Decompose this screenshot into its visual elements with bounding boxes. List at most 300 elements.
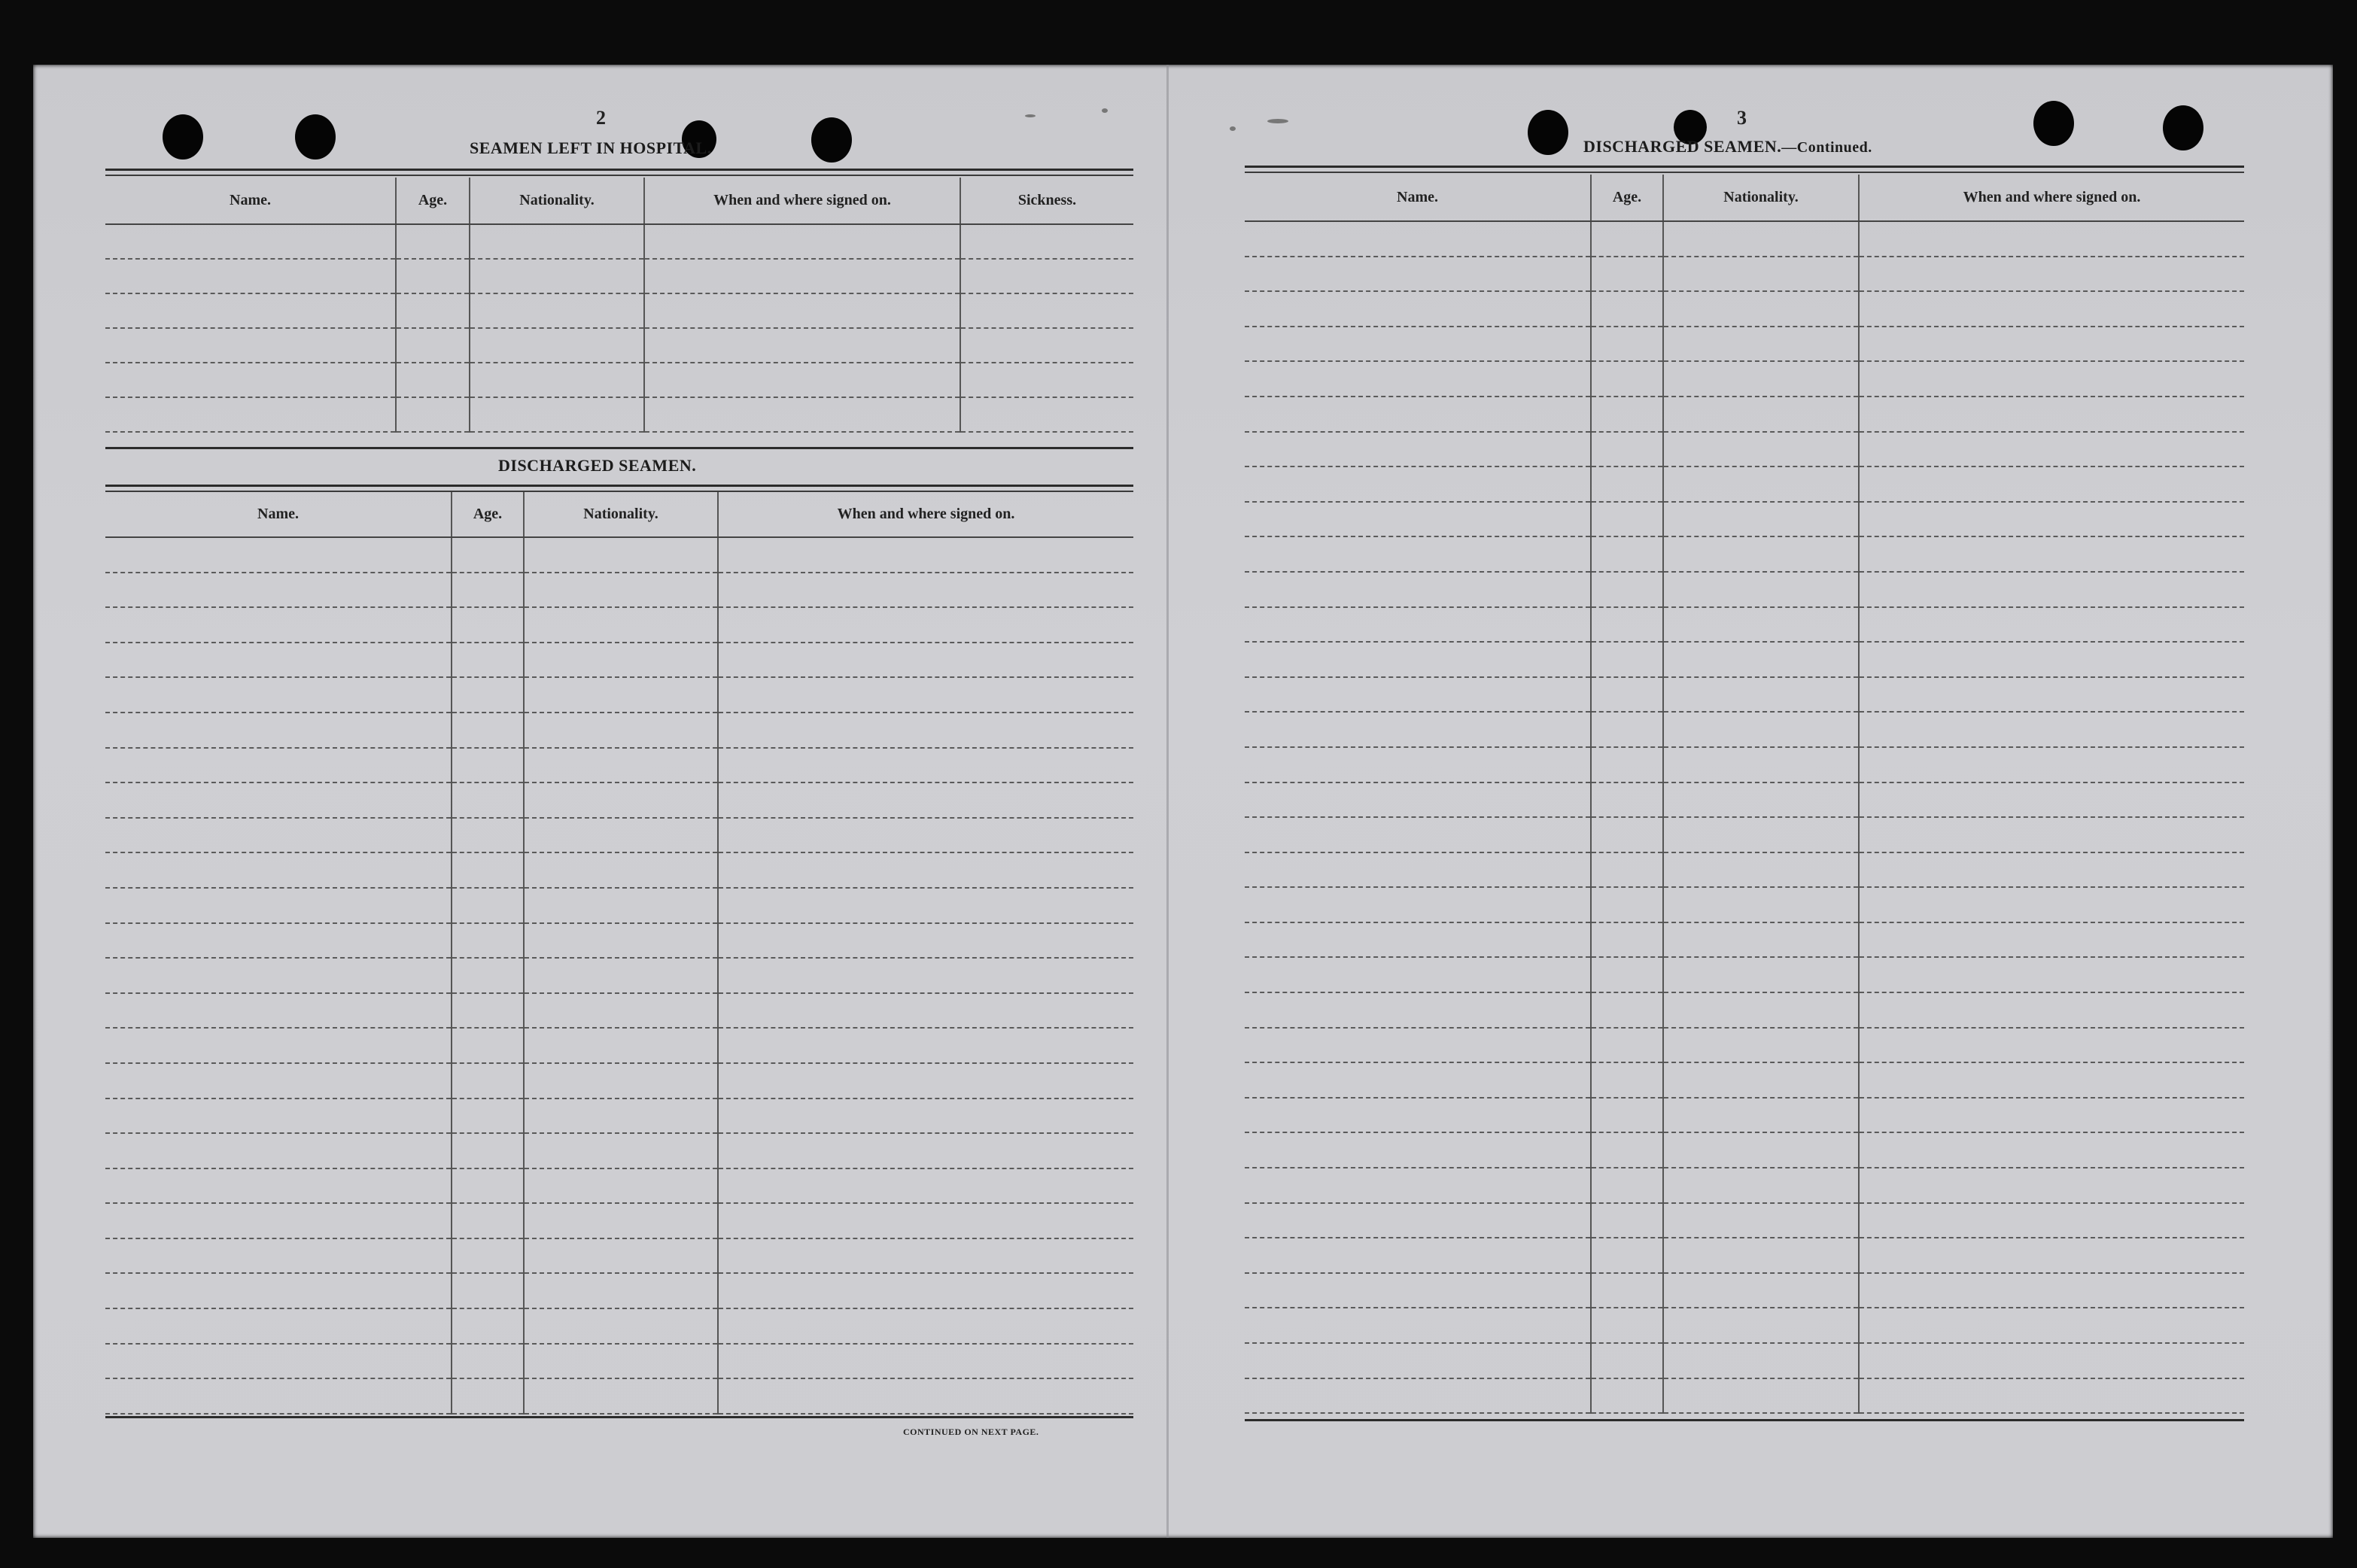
blank-entry-cell <box>1245 1203 1591 1238</box>
blank-entry-row <box>1245 1203 2244 1238</box>
punch-hole <box>2033 101 2074 146</box>
column-header-name: Name. <box>105 492 452 537</box>
blank-entry-cell <box>1663 1343 1859 1378</box>
hospital-table-header <box>105 178 1133 224</box>
blank-entry-row <box>105 573 1133 608</box>
blank-entry-cell <box>718 1168 1133 1204</box>
blank-entry-cell <box>1859 1098 2244 1133</box>
blank-entry-row <box>1245 291 2244 327</box>
punch-hole <box>2163 105 2203 150</box>
blank-entry-cell <box>1859 1378 2244 1414</box>
blank-entry-cell <box>1859 327 2244 362</box>
blank-entry-cell <box>1245 992 1591 1028</box>
blank-entry-row <box>105 818 1133 853</box>
blank-entry-cell <box>524 1308 718 1344</box>
blank-entry-row <box>1245 957 2244 992</box>
blank-entry-cell <box>470 363 644 397</box>
blank-entry-cell <box>1663 607 1859 643</box>
blank-entry-cell <box>1663 1028 1859 1063</box>
paper-speck <box>1267 119 1288 123</box>
blank-entry-cell <box>452 537 524 573</box>
blank-entry-cell <box>470 328 644 363</box>
blank-entry-cell <box>718 1308 1133 1344</box>
blank-entry-cell <box>718 748 1133 783</box>
blank-entry-cell <box>1245 327 1591 362</box>
blank-entry-cell <box>1663 887 1859 922</box>
blank-entry-cell <box>524 1203 718 1238</box>
blank-entry-cell <box>644 397 960 432</box>
blank-entry-cell <box>396 363 470 397</box>
right-table-body <box>1245 221 2244 1413</box>
blank-entry-cell <box>960 259 1133 293</box>
blank-entry-cell <box>452 1203 524 1238</box>
blank-entry-cell <box>718 713 1133 748</box>
blank-entry-cell <box>1591 712 1663 747</box>
blank-entry-cell <box>1859 1308 2244 1343</box>
blank-entry-row <box>1245 327 2244 362</box>
top-rule-left-thin <box>105 175 1133 176</box>
blank-entry-cell <box>1591 502 1663 537</box>
column-header-signed-on: When and where signed on. <box>1859 175 2244 221</box>
blank-entry-cell <box>1591 887 1663 922</box>
blank-entry-row <box>1245 1238 2244 1273</box>
blank-entry-cell <box>1663 536 1859 572</box>
blank-entry-row <box>1245 1378 2244 1414</box>
blank-entry-cell <box>644 363 960 397</box>
blank-entry-cell <box>1663 1062 1859 1098</box>
blank-entry-cell <box>1663 992 1859 1028</box>
blank-entry-cell <box>452 573 524 608</box>
blank-entry-row <box>1245 712 2244 747</box>
blank-entry-row <box>105 1168 1133 1204</box>
right-bottom-rule <box>1245 1419 2244 1421</box>
column-header-nationality: Nationality. <box>1663 175 1859 221</box>
document-sheet <box>33 65 2333 1538</box>
blank-entry-cell <box>105 713 452 748</box>
blank-entry-cell <box>1245 291 1591 327</box>
blank-entry-row <box>105 607 1133 643</box>
blank-entry-cell <box>1859 712 2244 747</box>
blank-entry-cell <box>1663 1098 1859 1133</box>
blank-entry-cell <box>1859 1273 2244 1308</box>
blank-entry-row <box>1245 572 2244 607</box>
column-header-age: Age. <box>452 492 524 537</box>
hospital-section-title: SEAMEN LEFT IN HOSPITAL. <box>470 138 712 157</box>
blank-entry-row <box>105 537 1133 573</box>
blank-entry-row <box>1245 1132 2244 1168</box>
blank-entry-cell <box>718 607 1133 643</box>
blank-entry-cell <box>105 643 452 678</box>
blank-entry-cell <box>960 328 1133 363</box>
blank-entry-row <box>1245 1098 2244 1133</box>
blank-entry-cell <box>105 1238 452 1274</box>
blank-entry-cell <box>1591 1343 1663 1378</box>
blank-entry-row <box>105 397 1133 432</box>
blank-entry-cell <box>1663 782 1859 818</box>
blank-entry-cell <box>105 748 452 783</box>
blank-entry-cell <box>1663 327 1859 362</box>
blank-entry-cell <box>1663 1378 1859 1414</box>
blank-entry-cell <box>1859 1028 2244 1063</box>
blank-entry-cell <box>1859 607 2244 643</box>
blank-entry-row <box>105 1344 1133 1379</box>
punch-hole <box>811 117 852 163</box>
blank-entry-row <box>1245 1168 2244 1203</box>
blank-entry-cell <box>718 1238 1133 1274</box>
blank-entry-cell <box>105 677 452 713</box>
blank-entry-cell <box>718 852 1133 888</box>
blank-entry-cell <box>1591 957 1663 992</box>
left-bottom-rule <box>105 1416 1133 1418</box>
blank-entry-cell <box>452 852 524 888</box>
blank-entry-cell <box>718 1203 1133 1238</box>
blank-entry-cell <box>452 923 524 959</box>
blank-entry-cell <box>644 259 960 293</box>
blank-entry-cell <box>1245 1168 1591 1203</box>
blank-entry-row <box>105 993 1133 1029</box>
blank-entry-cell <box>396 328 470 363</box>
blank-entry-cell <box>105 958 452 993</box>
blank-entry-row <box>105 1099 1133 1134</box>
blank-entry-cell <box>1591 1308 1663 1343</box>
blank-entry-cell <box>644 328 960 363</box>
blank-entry-cell <box>105 328 396 363</box>
blank-entry-cell <box>470 397 644 432</box>
blank-entry-cell <box>1591 221 1663 257</box>
blank-entry-cell <box>1245 782 1591 818</box>
blank-entry-cell <box>452 1308 524 1344</box>
blank-entry-cell <box>1859 747 2244 782</box>
blank-entry-cell <box>452 1028 524 1063</box>
discharged-table <box>105 492 1133 1415</box>
blank-entry-cell <box>1663 747 1859 782</box>
blank-entry-cell <box>1591 817 1663 852</box>
top-rule-left <box>105 169 1133 171</box>
blank-entry-cell <box>524 958 718 993</box>
discharged-top-rule <box>105 485 1133 487</box>
blank-entry-cell <box>718 573 1133 608</box>
blank-entry-cell <box>524 1378 718 1414</box>
blank-entry-cell <box>1663 432 1859 467</box>
column-header-nationality: Nationality. <box>524 492 718 537</box>
blank-entry-cell <box>105 363 396 397</box>
blank-entry-cell <box>1663 572 1859 607</box>
blank-entry-cell <box>524 1238 718 1274</box>
blank-entry-cell <box>1591 361 1663 397</box>
blank-entry-cell <box>105 782 452 818</box>
blank-entry-cell <box>718 888 1133 923</box>
blank-entry-cell <box>1591 852 1663 888</box>
blank-entry-cell <box>644 224 960 259</box>
blank-entry-row <box>1245 257 2244 292</box>
blank-entry-cell <box>718 1133 1133 1168</box>
blank-entry-cell <box>718 958 1133 993</box>
continued-note: CONTINUED ON NEXT PAGE. <box>903 1427 1039 1437</box>
column-header-name: Name. <box>105 178 396 224</box>
column-header-name: Name. <box>1245 175 1591 221</box>
blank-entry-row <box>105 748 1133 783</box>
blank-entry-cell <box>105 1063 452 1099</box>
blank-entry-cell <box>718 782 1133 818</box>
blank-entry-cell <box>718 537 1133 573</box>
blank-entry-cell <box>960 293 1133 328</box>
blank-entry-row <box>105 293 1133 328</box>
blank-entry-cell <box>396 397 470 432</box>
blank-entry-cell <box>1859 572 2244 607</box>
blank-entry-cell <box>644 293 960 328</box>
blank-entry-cell <box>1591 1273 1663 1308</box>
blank-entry-cell <box>718 993 1133 1029</box>
right-table-header <box>1245 175 2244 221</box>
blank-entry-cell <box>1663 291 1859 327</box>
hospital-bottom-rule <box>105 447 1133 449</box>
blank-entry-cell <box>524 888 718 923</box>
blank-entry-row <box>105 923 1133 959</box>
blank-entry-cell <box>1591 536 1663 572</box>
blank-entry-cell <box>1663 361 1859 397</box>
blank-entry-cell <box>396 224 470 259</box>
blank-entry-row <box>105 1238 1133 1274</box>
blank-entry-row <box>1245 397 2244 432</box>
blank-entry-cell <box>1591 397 1663 432</box>
blank-entry-cell <box>452 1238 524 1274</box>
blank-entry-row <box>105 1273 1133 1308</box>
right-title-text: DISCHARGED SEAMEN. <box>1583 137 1782 156</box>
blank-entry-cell <box>1245 502 1591 537</box>
blank-entry-row <box>105 328 1133 363</box>
blank-entry-cell <box>524 1273 718 1308</box>
blank-entry-cell <box>1245 1238 1591 1273</box>
blank-entry-row <box>105 363 1133 397</box>
blank-entry-row <box>1245 852 2244 888</box>
top-rule-right <box>1245 166 2244 168</box>
blank-entry-cell <box>524 748 718 783</box>
blank-entry-cell <box>452 677 524 713</box>
blank-entry-cell <box>105 1133 452 1168</box>
blank-entry-cell <box>1663 957 1859 992</box>
blank-entry-cell <box>452 818 524 853</box>
blank-entry-cell <box>1663 466 1859 502</box>
blank-entry-cell <box>452 958 524 993</box>
blank-entry-cell <box>1591 432 1663 467</box>
right-section-title <box>1583 137 1872 156</box>
blank-entry-cell <box>105 818 452 853</box>
blank-entry-row <box>1245 817 2244 852</box>
blank-entry-cell <box>470 224 644 259</box>
blank-entry-cell <box>1591 466 1663 502</box>
blank-entry-cell <box>1859 852 2244 888</box>
blank-entry-cell <box>1663 1238 1859 1273</box>
blank-entry-cell <box>105 607 452 643</box>
column-header-signed-on: When and where signed on. <box>644 178 960 224</box>
blank-entry-cell <box>105 1203 452 1238</box>
blank-entry-row <box>1245 642 2244 677</box>
blank-entry-cell <box>105 293 396 328</box>
blank-entry-cell <box>1859 782 2244 818</box>
blank-entry-cell <box>1245 1132 1591 1168</box>
blank-entry-cell <box>105 1273 452 1308</box>
blank-entry-cell <box>1245 1378 1591 1414</box>
blank-entry-cell <box>1245 607 1591 643</box>
paper-speck <box>1025 114 1036 117</box>
blank-entry-cell <box>1859 466 2244 502</box>
blank-entry-cell <box>396 259 470 293</box>
blank-entry-cell <box>524 1063 718 1099</box>
blank-entry-row <box>1245 1028 2244 1063</box>
blank-entry-row <box>1245 1062 2244 1098</box>
column-header-sickness: Sickness. <box>960 178 1133 224</box>
blank-entry-cell <box>524 1099 718 1134</box>
blank-entry-cell <box>452 748 524 783</box>
blank-entry-cell <box>1859 397 2244 432</box>
blank-entry-cell <box>1245 747 1591 782</box>
blank-entry-cell <box>1859 922 2244 958</box>
blank-entry-cell <box>105 852 452 888</box>
blank-entry-row <box>1245 536 2244 572</box>
blank-entry-cell <box>1245 887 1591 922</box>
blank-entry-cell <box>1591 291 1663 327</box>
blank-entry-cell <box>1591 1028 1663 1063</box>
blank-entry-cell <box>452 1133 524 1168</box>
blank-entry-row <box>1245 502 2244 537</box>
blank-entry-cell <box>1591 1203 1663 1238</box>
column-header-signed-on: When and where signed on. <box>718 492 1133 537</box>
blank-entry-cell <box>105 923 452 959</box>
blank-entry-cell <box>524 677 718 713</box>
blank-entry-cell <box>1245 1062 1591 1098</box>
blank-entry-cell <box>1245 817 1591 852</box>
column-header-age: Age. <box>1591 175 1663 221</box>
paper-speck <box>1230 126 1236 131</box>
hospital-table-body <box>105 224 1133 432</box>
blank-entry-row <box>105 1308 1133 1344</box>
blank-entry-cell <box>718 643 1133 678</box>
blank-entry-cell <box>1663 257 1859 292</box>
blank-entry-cell <box>524 607 718 643</box>
blank-entry-cell <box>105 1099 452 1134</box>
blank-entry-cell <box>1859 957 2244 992</box>
blank-entry-cell <box>1859 291 2244 327</box>
center-fold <box>1166 65 1169 1538</box>
blank-entry-cell <box>1663 1273 1859 1308</box>
blank-entry-cell <box>524 923 718 959</box>
blank-entry-cell <box>1245 257 1591 292</box>
blank-entry-cell <box>960 224 1133 259</box>
blank-entry-cell <box>1859 221 2244 257</box>
blank-entry-cell <box>452 713 524 748</box>
blank-entry-cell <box>718 818 1133 853</box>
blank-entry-cell <box>1591 677 1663 713</box>
blank-entry-cell <box>1591 1132 1663 1168</box>
blank-entry-cell <box>1663 1168 1859 1203</box>
blank-entry-cell <box>1591 607 1663 643</box>
blank-entry-cell <box>1859 1203 2244 1238</box>
blank-entry-cell <box>1663 1308 1859 1343</box>
blank-entry-cell <box>452 1378 524 1414</box>
blank-entry-cell <box>1245 957 1591 992</box>
blank-entry-cell <box>1245 361 1591 397</box>
blank-entry-cell <box>1663 502 1859 537</box>
blank-entry-cell <box>105 397 396 432</box>
blank-entry-cell <box>1245 536 1591 572</box>
blank-entry-cell <box>524 1168 718 1204</box>
blank-entry-cell <box>1245 572 1591 607</box>
blank-entry-cell <box>524 782 718 818</box>
punch-hole <box>163 114 203 160</box>
blank-entry-cell <box>1663 922 1859 958</box>
blank-entry-cell <box>1859 536 2244 572</box>
blank-entry-cell <box>105 888 452 923</box>
blank-entry-row <box>105 224 1133 259</box>
blank-entry-cell <box>105 1344 452 1379</box>
blank-entry-cell <box>1663 852 1859 888</box>
blank-entry-cell <box>1245 432 1591 467</box>
blank-entry-row <box>1245 1343 2244 1378</box>
blank-entry-row <box>105 782 1133 818</box>
blank-entry-cell <box>1591 922 1663 958</box>
blank-entry-row <box>105 1133 1133 1168</box>
blank-entry-cell <box>470 259 644 293</box>
blank-entry-cell <box>1859 992 2244 1028</box>
blank-entry-cell <box>1663 817 1859 852</box>
blank-entry-cell <box>105 224 396 259</box>
hospital-table <box>105 178 1133 433</box>
blank-entry-cell <box>1245 852 1591 888</box>
blank-entry-row <box>105 1028 1133 1063</box>
blank-entry-cell <box>960 363 1133 397</box>
blank-entry-cell <box>718 1099 1133 1134</box>
column-header-age: Age. <box>396 178 470 224</box>
blank-entry-cell <box>1245 221 1591 257</box>
blank-entry-cell <box>1245 1098 1591 1133</box>
blank-entry-cell <box>1663 1203 1859 1238</box>
blank-entry-cell <box>105 1378 452 1414</box>
blank-entry-cell <box>1591 327 1663 362</box>
blank-entry-cell <box>524 818 718 853</box>
blank-entry-cell <box>718 677 1133 713</box>
blank-entry-cell <box>1859 1062 2244 1098</box>
blank-entry-cell <box>718 1063 1133 1099</box>
blank-entry-cell <box>452 1099 524 1134</box>
blank-entry-cell <box>1245 677 1591 713</box>
blank-entry-row <box>105 1063 1133 1099</box>
blank-entry-cell <box>452 782 524 818</box>
blank-entry-cell <box>1591 992 1663 1028</box>
blank-entry-cell <box>718 923 1133 959</box>
blank-entry-row <box>1245 677 2244 713</box>
blank-entry-cell <box>960 397 1133 432</box>
blank-entry-cell <box>1245 1308 1591 1343</box>
blank-entry-cell <box>1245 1273 1591 1308</box>
blank-entry-cell <box>452 993 524 1029</box>
blank-entry-cell <box>524 537 718 573</box>
blank-entry-cell <box>524 1028 718 1063</box>
blank-entry-row <box>1245 887 2244 922</box>
blank-entry-cell <box>524 643 718 678</box>
blank-entry-row <box>105 958 1133 993</box>
blank-entry-cell <box>1591 1378 1663 1414</box>
page-number-right: 3 <box>1737 107 1747 129</box>
blank-entry-row <box>1245 432 2244 467</box>
blank-entry-cell <box>1663 1132 1859 1168</box>
blank-entry-cell <box>452 1344 524 1379</box>
blank-entry-cell <box>105 1168 452 1204</box>
blank-entry-row <box>105 1378 1133 1414</box>
blank-entry-cell <box>105 573 452 608</box>
blank-entry-cell <box>1859 1238 2244 1273</box>
blank-entry-cell <box>452 607 524 643</box>
blank-entry-row <box>1245 747 2244 782</box>
